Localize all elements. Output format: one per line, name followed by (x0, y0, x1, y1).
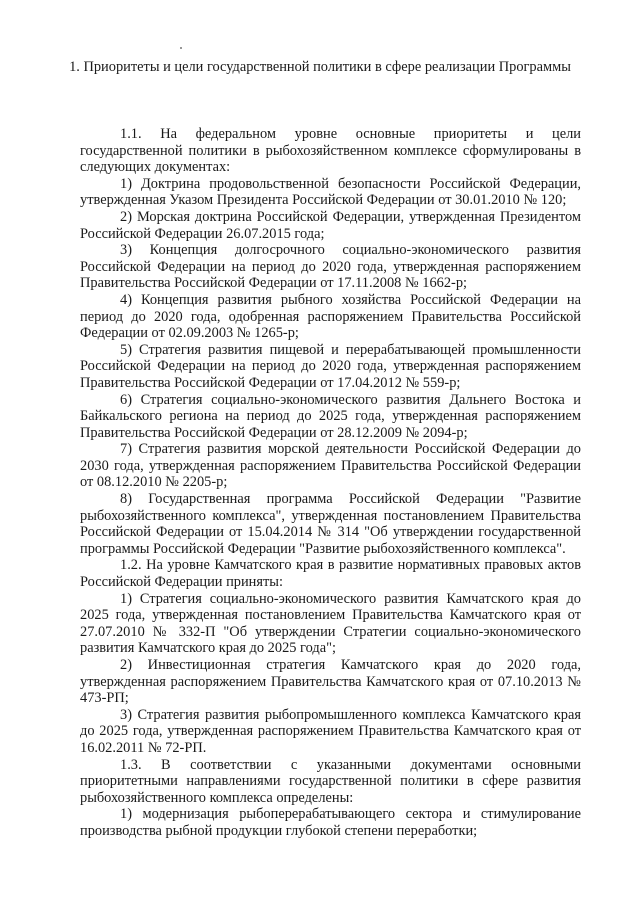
paragraph: 1) Доктрина продовольственной безопасности Российской Федерации, утвержденная Указом Президента Российской Федерации от 30.01.2010 № 120; (80, 175, 581, 209)
paragraph: 1.2. На уровне Камчатского края в развитие нормативных правовых актов Российской Федерации приняты: (80, 557, 581, 591)
section-heading: 1. Приоритеты и цели государственной политики в сфере реализации Программы (69, 59, 571, 75)
paragraph: 6) Стратегия социально-экономического развития Дальнего Востока и Байкальского региона на период до 2025 года, утвержденная распоряжением Правительства Российской Федерации от 28.12.2009 № 2094-р; (80, 391, 581, 441)
paragraph: 3) Стратегия развития рыбопромышленного комплекса Камчатского края до 2025 года, утвержденная распоряжением Правительства Камчатского края от 16.02.2011 № 72-РП. (80, 706, 581, 756)
paragraph: 8) Государственная программа Российской Федерации "Развитие рыбохозяйственного комплекса", утвержденная постановлением Правительства Российской Федерации от 15.04.2014 № 314 "Об утверждении государственной программы Российской Федерации "Развитие рыбохозяйственного комплекса". (80, 491, 581, 557)
paragraph: 5) Стратегия развития пищевой и перерабатывающей промышленности Российской Федерации на период до 2020 года, утвержденная распоряжением Правительства Российской Федерации от 17.04.2012 № 559-р; (80, 341, 581, 391)
paragraph: 2) Инвестиционная стратегия Камчатского края до 2020 года, утвержденная распоряжением Правительства Камчатского края от 07.10.2013 № 473-РП; (80, 657, 581, 707)
paragraph: 7) Стратегия развития морской деятельности Российской Федерации до 2030 года, утвержденная распоряжением Правительства Российской Федерации от 08.12.2010 № 2205-р; (80, 441, 581, 491)
paragraph: 1) Стратегия социально-экономического развития Камчатского края до 2025 года, утвержденная постановлением Правительства Камчатского края от 27.07.2010 № 332-П "Об утверждении Стратегии социально-экономического развития Камчатского края до 2025 года"; (80, 590, 581, 657)
paragraph: 2) Морская доктрина Российской Федерации, утвержденная Президентом Российской Федерации 26.07.2015 года; (80, 208, 581, 242)
paragraph: 1.1. На федеральном уровне основные приоритеты и цели государственной политики в рыбохозяйственном комплексе сформулированы в следующих документах: (80, 126, 581, 176)
paragraph: 4) Концепция развития рыбного хозяйства Российской Федерации на период до 2020 года, одобренная распоряжением Правительства Российской Федерации от 02.09.2003 № 1265-р; (80, 291, 581, 342)
paragraph: 1) модернизация рыбоперерабатывающего сектора и стимулирование производства рыбной продукции глубокой степени переработки; (80, 806, 581, 839)
document-body (80, 126, 581, 840)
scan-speck (180, 47, 182, 49)
paragraph: 3) Концепция долгосрочного социально-экономического развития Российской Федерации на период до 2020 года, утвержденная распоряжением Правительства Российской Федерации от 17.11.2008 № 1662-р; (80, 242, 581, 292)
paragraph: 1.3. В соответствии с указанными документами основными приоритетными направлениями государственной политики в сфере развития рыбохозяйственного комплекса определены: (80, 756, 581, 806)
